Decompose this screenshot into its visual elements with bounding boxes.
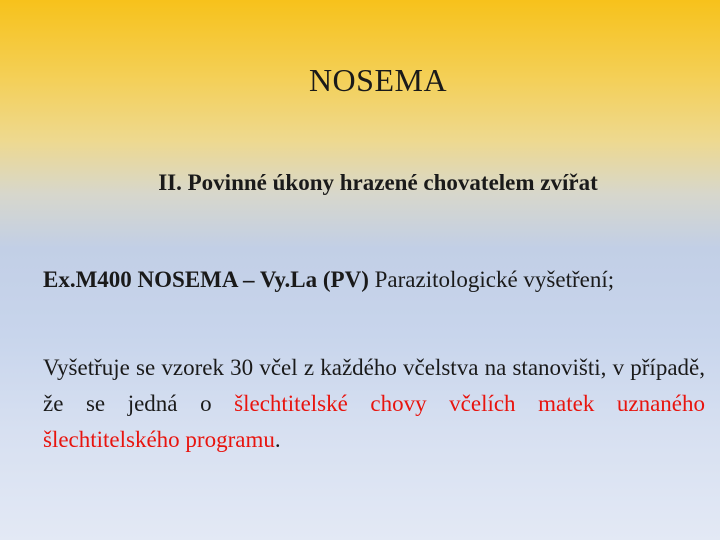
exam-description: Parazitologické vyšetření; (368, 267, 615, 292)
breeding-program-highlight: šlechtitelské chovy včelích matek uznaného šlechtitelského programu (43, 391, 706, 452)
slide-subtitle: II. Povinné úkony hrazené chovatelem zvířat (158, 170, 598, 195)
exam-code-label: Ex.M400 NOSEMA – Vy.La (PV) (43, 267, 369, 292)
sentence-end: . (274, 427, 281, 452)
sampling-text: Vyšetřuje se vzorek 30 včel z každého včelstva na stanovišti, v případě, že se jedná o (43, 355, 705, 416)
paragraph-exam-code (43, 262, 705, 298)
slide-title: NOSEMA (308, 62, 448, 98)
paragraph-sampling (43, 350, 705, 458)
